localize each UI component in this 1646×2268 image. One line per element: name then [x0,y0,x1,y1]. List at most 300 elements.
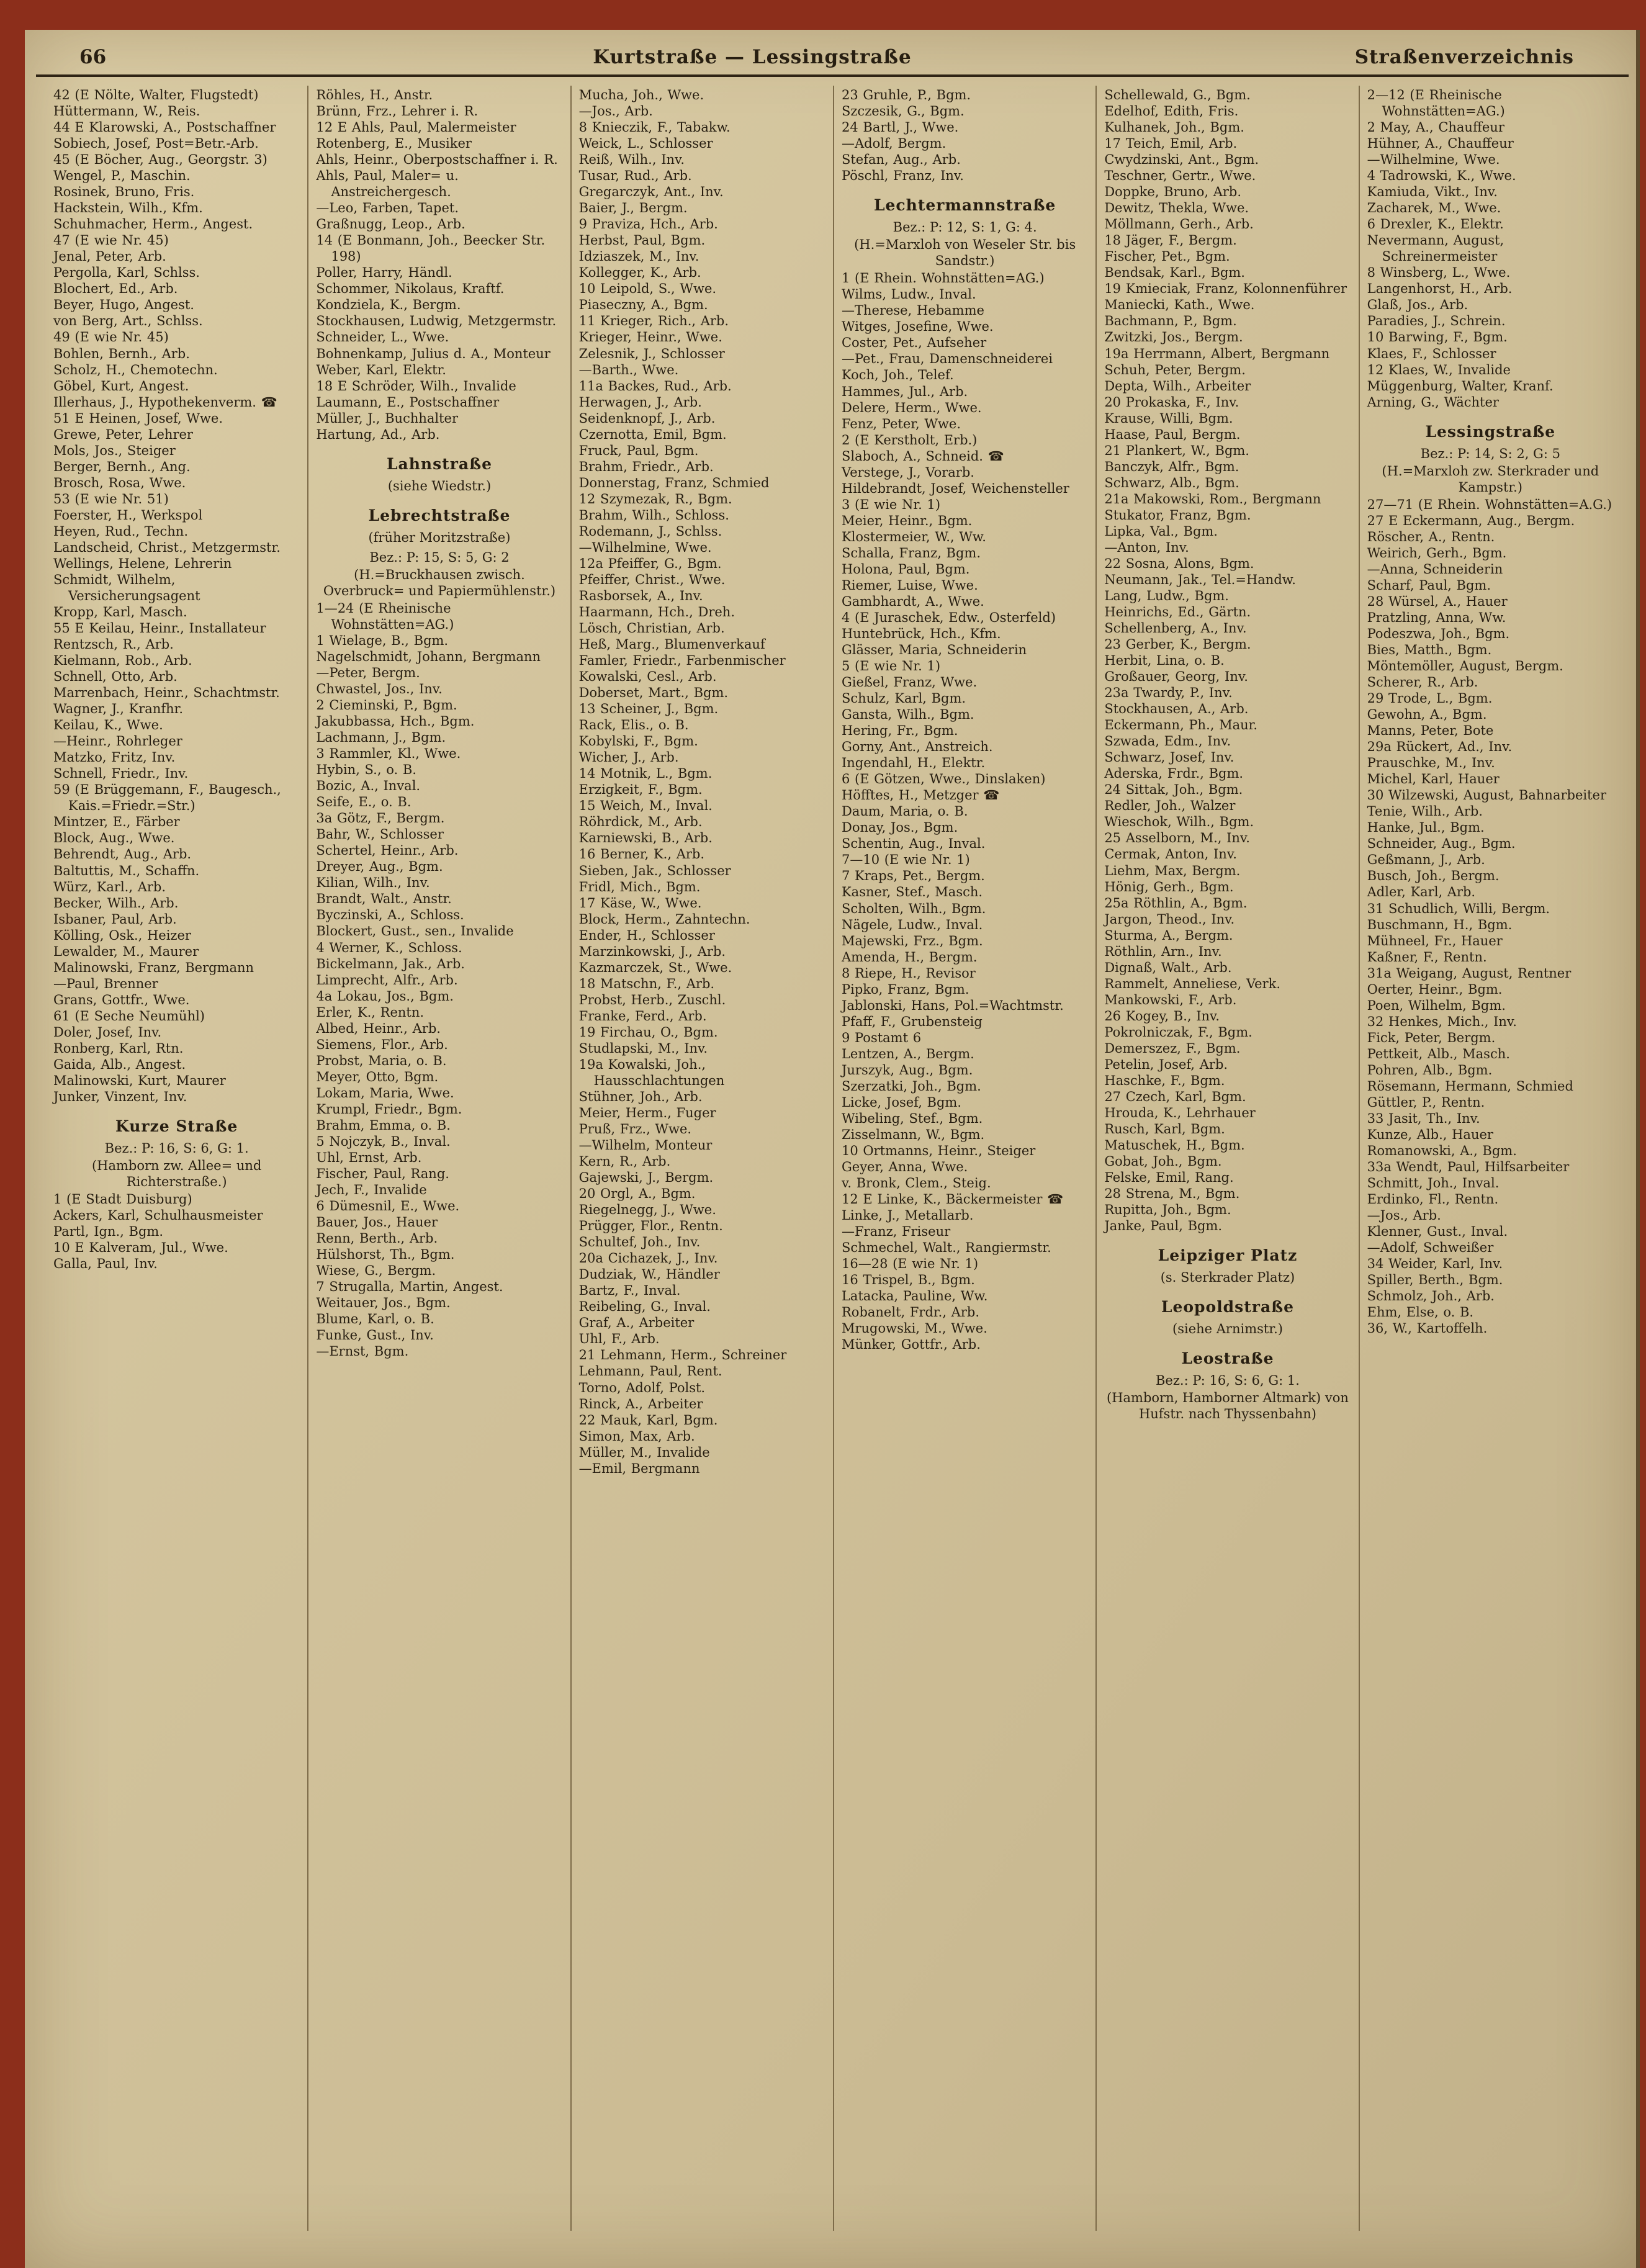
directory-entry: Scholz, H., Chemotechn. [53,362,218,377]
directory-entry: Pettkeit, Alb., Masch. [1367,1046,1510,1061]
directory-entry: 30 Wilzewski, August, Bahnarbeiter [1367,788,1606,803]
directory-entry: Schuh, Peter, Bergm. [1104,362,1246,377]
directory-entry: Szczesik, G., Bgm. [841,104,965,119]
street-heading: Leostraße [1181,1349,1274,1368]
directory-entry: 23a Twardy, P., Inv. [1104,685,1233,701]
directory-entry: 17 Teich, Emil, Arb. [1104,136,1238,151]
directory-entry: Brosch, Rosa, Wwe. [53,475,186,490]
directory-entry: Kaßner, F., Rentn. [1367,949,1487,965]
page-title: Kurtstraße — Lessingstraße [593,46,912,68]
directory-entry: 10 Ortmanns, Heinr., Steiger [841,1143,1036,1158]
directory-entry: Wagner, J., Kranfhr. [53,701,184,717]
street-heading: Leipziger Platz [1158,1246,1298,1265]
directory-entry: Graf, A., Arbeiter [578,1315,695,1331]
directory-entry: 7—10 (E wie Nr. 1) [841,852,970,868]
directory-entry: Simon, Max, Arb. [578,1428,695,1444]
directory-entry: Weber, Karl, Elektr. [316,362,446,377]
directory-entry: Renn, Berth., Arb. [316,1231,438,1246]
directory-entry: 7 Strugalla, Martin, Angest. [316,1279,503,1295]
directory-entry: Wilms, Ludw., Inval. [841,287,976,302]
directory-entry: Berger, Bernh., Ang. [53,459,191,474]
directory-entry: Weick, L., Schlosser [578,136,713,151]
directory-entry: Kern, R., Arb. [578,1154,671,1169]
directory-entry: Müggenburg, Walter, Kranf. [1367,378,1554,394]
directory-entry: 20 Orgl, A., Bgm. [578,1186,696,1202]
directory-entry: Pokrolniczak, F., Bgm. [1104,1024,1252,1040]
directory-entry: 2—12 (E Rheinische Wohnstätten=AG.) [1367,88,1505,119]
directory-entry: 18 Matschn, F., Arb. [578,976,715,991]
directory-entry: Linke, J., Metallarb. [841,1208,974,1223]
directory-entry: Dignaß, Walt., Arb. [1104,960,1232,975]
directory-entry: 29a Rückert, Ad., Inv. [1367,739,1513,755]
directory-entry: Hanke, Jul., Bgm. [1367,820,1485,835]
directory-entry: Gobat, Joh., Bgm. [1104,1154,1222,1169]
directory-entry: Lachmann, J., Bgm. [316,730,446,745]
directory-entry: Lentzen, A., Bergm. [841,1046,974,1061]
directory-entry: Fischer, Paul, Rang. [316,1166,449,1181]
directory-entry: Herbit, Lina, o. B. [1104,653,1225,668]
directory-entry: Geyer, Anna, Wwe. [841,1159,968,1174]
directory-entry: Majewski, Frz., Bgm. [841,933,983,948]
directory-entry: Hülshorst, Th., Bgm. [316,1247,455,1262]
directory-entry: Schnell, Otto, Arb. [53,669,178,685]
district-info: (H.=Marxloh zw. Sterkrader und Kampstr.) [1382,463,1599,495]
directory-entry: Scherer, R., Arb. [1367,675,1478,690]
street-heading: Lebrechtstraße [368,506,511,524]
directory-entry: Bies, Matth., Bgm. [1367,642,1492,657]
directory-entry: Szwada, Edm., Inv. [1104,734,1231,749]
district-info: (Hamborn, Hamborner Altmark) von Hufstr. nach Thyssenbahn) [1107,1390,1349,1422]
directory-entry: Cermak, Anton, Inv. [1104,847,1237,862]
directory-entry: Schommer, Nikolaus, Kraftf. [316,281,505,297]
directory-entry: Zelesnik, J., Schlosser [578,346,725,361]
street-heading: Leopoldstraße [1161,1298,1295,1316]
directory-entry: Slaboch, A., Schneid. ☎ [841,448,1004,464]
directory-entry: Möntemöller, August, Bergm. [1367,659,1563,674]
directory-entry: Hartung, Ad., Arb. [316,426,440,442]
directory-entry: 16—28 (E wie Nr. 1) [841,1256,979,1272]
directory-entry: Hüttermann, W., Reis. [53,104,200,119]
directory-entry: Scholten, Wilh., Bgm. [841,901,986,916]
directory-entry: Reibeling, G., Inval. [578,1299,711,1315]
directory-entry: Michel, Karl, Hauer [1367,772,1500,787]
directory-entry: Nägele, Ludw., Inval. [841,917,983,932]
directory-entry: Aderska, Frdr., Bgm. [1104,766,1244,781]
directory-entry: Jakubbassa, Hch., Bgm. [316,714,475,729]
directory-entry: Baier, J., Bergm. [578,200,688,216]
directory-entry: Haase, Paul, Bergm. [1104,426,1241,442]
directory-entry: Gaida, Alb., Angest. [53,1056,186,1072]
directory-entry: 49 (E wie Nr. 45) [53,330,169,345]
directory-entry: Schneider, L., Wwe. [316,330,449,345]
directory-entry: Torno, Adolf, Polst. [578,1380,706,1395]
directory-entry: Gajewski, J., Bergm. [578,1170,714,1186]
directory-entry: 34 Weider, Karl, Inv. [1367,1256,1503,1272]
directory-entry: Sieben, Jak., Schlosser [578,863,731,878]
directory-entry: —Paul, Brenner [53,976,158,991]
directory-entry: 22 Mauk, Karl, Bgm. [578,1412,718,1428]
directory-entry: 1 Wielage, B., Bgm. [316,632,449,648]
directory-entry: Würz, Karl., Arb. [53,879,166,894]
directory-entry: Heinrichs, Ed., Gärtn. [1104,605,1251,619]
directory-entry: Kunze, Alb., Hauer [1367,1127,1493,1142]
directory-entry: Ackers, Karl, Schulhausmeister [53,1208,263,1223]
directory-entry: Kobylski, F., Bgm. [578,734,698,749]
directory-entry: 19 Kmieciak, Franz, Kolonnenführer [1104,281,1347,297]
directory-entry: Galla, Paul, Inv. [53,1256,158,1272]
directory-entry: Bartz, F., Inval. [578,1283,681,1298]
directory-entry: Kölling, Osk., Heizer [53,927,191,943]
directory-entry: Erdinko, Fl., Rentn. [1367,1192,1499,1207]
directory-entry: Seidenknopf, J., Arb. [578,410,716,426]
directory-entry: —Heinr., Rohrleger [53,734,182,749]
directory-entry: Neumann, Jak., Tel.=Handw. [1104,572,1296,587]
directory-entry: 10 Barwing, F., Bgm. [1367,330,1508,345]
directory-entry: 22 Sosna, Alons, Bgm. [1104,556,1254,571]
directory-entry: Kondziela, K., Bergm. [316,297,461,313]
street-heading: Lechtermannstraße [873,196,1056,215]
directory-entry: Siemens, Flor., Arb. [316,1037,448,1052]
directory-entry: 4a Lokau, Jos., Bgm. [316,988,454,1004]
street-heading: Lessingstraße [1425,422,1556,441]
directory-entry: Lehmann, Paul, Rent. [578,1364,722,1379]
directory-entry: Tenie, Wilh., Arb. [1367,804,1483,819]
directory-entry: Haarmann, Hch., Dreh. [578,605,735,619]
directory-entry: Paradies, J., Schrein. [1367,313,1506,329]
directory-entry: Maniecki, Kath., Wwe. [1104,297,1255,313]
directory-entry: Prauschke, M., Inv. [1367,755,1495,771]
directory-entry: Wicher, J., Arb. [578,750,679,765]
directory-entry: 6 Drexler, K., Elektr. [1367,217,1504,232]
directory-entry: Schultef, Joh., Inv. [578,1235,701,1250]
directory-entry: Meier, Heinr., Bgm. [841,513,973,528]
directory-entry: Coster, Pet., Aufseher [841,335,987,351]
directory-entry: Kilian, Wilh., Inv. [316,875,430,891]
directory-entry: Witges, Josefine, Wwe. [841,319,994,335]
directory-entry: Sobiech, Josef, Post=Betr.-Arb. [53,136,259,151]
directory-entry: 2 (E Kerstholt, Erb.) [841,432,978,448]
directory-entry: Langenhorst, H., Arb. [1367,281,1513,297]
directory-entry: Redler, Joh., Walzer [1104,798,1236,814]
directory-entry: Edelhof, Edith, Fris. [1104,104,1239,119]
directory-entry: Brahm, Emma, o. B. [316,1117,451,1133]
directory-entry: Landscheid, Christ., Metzgermstr. [53,539,281,555]
directory-entry: Busch, Joh., Bergm. [1367,868,1500,884]
directory-entry: 6 (E Götzen, Wwe., Dinslaken) [841,772,1046,787]
directory-entry: 7 Kraps, Pet., Bergm. [841,868,985,884]
directory-entry: Malinowski, Kurt, Maurer [53,1073,226,1088]
directory-entry: Ahls, Paul, Maler= u. Anstreichergesch. [316,168,459,200]
directory-entry: Block, Aug., Wwe. [53,830,175,846]
directory-entry: 20a Cichazek, J., Inv. [578,1251,718,1266]
directory-entry: Fridl, Mich., Bgm. [578,879,701,894]
directory-entry: 1 (E Rhein. Wohnstätten=AG.) [841,271,1045,286]
directory-entry: 44 E Klarowski, A., Postschaffner [53,120,276,135]
directory-entry: Kropp, Karl, Masch. [53,605,187,619]
directory-entry: von Berg, Art., Schlss. [53,313,203,329]
directory-entry: Poen, Wilhelm, Bgm. [1367,997,1506,1013]
directory-entry: Beyer, Hugo, Angest. [53,297,194,313]
directory-entry: Rodemann, J., Schlss. [578,523,722,539]
directory-column-6 [1360,86,1621,2231]
directory-entry: 11a Backes, Rud., Arb. [578,378,732,394]
directory-entry: Lang, Ludw., Bgm. [1104,588,1229,603]
directory-entry: Doler, Josef, Inv. [53,1024,162,1040]
directory-entry: Lokam, Maria, Wwe. [316,1085,454,1100]
directory-entry: Pruß, Frz., Wwe. [578,1122,692,1136]
directory-entry: Göbel, Kurt, Angest. [53,378,189,394]
directory-entry: Rasborsek, A., Inv. [578,588,703,603]
directory-entry: Blockert, Gust., sen., Invalide [316,924,514,939]
directory-entry: 19a Kowalski, Joh., Hausschlachtungen [578,1056,725,1088]
directory-entry: Probst, Herb., Zuschl. [578,992,726,1007]
directory-entry: Erler, K., Rentn. [316,1004,425,1020]
directory-entry: —Therese, Hebamme [841,303,984,318]
directory-entry: Kasner, Stef., Masch. [841,884,983,900]
directory-entry: Grans, Gottfr., Wwe. [53,992,190,1007]
directory-entry: Ronberg, Karl, Rtn. [53,1040,184,1056]
directory-entry: 5 Nojczyk, B., Inval. [316,1133,451,1149]
directory-entry: Byczinski, A., Schloss. [316,907,464,923]
directory-entry: Rosinek, Bruno, Fris. [53,184,195,200]
directory-entry: —Franz, Friseur [841,1224,951,1240]
directory-entry: 4 Werner, K., Schloss. [316,940,462,955]
directory-entry: Keilau, K., Wwe. [53,718,163,733]
cross-reference-note: (siehe Arnimstr.) [1172,1321,1283,1337]
directory-entry: 32 Henkes, Mich., Inv. [1367,1014,1517,1029]
directory-entry: 21 Lehmann, Herm., Schreiner [578,1348,787,1363]
directory-entry: 5 (E wie Nr. 1) [841,659,941,674]
directory-entry: Licke, Josef, Bgm. [841,1094,962,1110]
directory-entry: Albed, Heinr., Arb. [316,1020,441,1036]
directory-entry: 31 Schudlich, Willi, Bergm. [1367,901,1550,916]
directory-entry: Isbaner, Paul, Arb. [53,911,177,927]
directory-entry: Ahls, Heinr., Oberpostschaffner i. R. [316,152,558,168]
directory-entry: Zwitzki, Jos., Bergm. [1104,330,1243,345]
directory-entry: 6 Dümesnil, E., Wwe. [316,1199,460,1213]
directory-entry: Schnell, Friedr., Inv. [53,766,189,781]
directory-entry: 27—71 (E Rhein. Wohnstätten=A.G.) [1367,497,1612,512]
directory-entry: —Pet., Frau, Damenschneiderei [841,351,1053,367]
directory-entry: Schmidt, Wilhelm, Versicherungsagent [53,572,200,603]
directory-entry: Wibeling, Stef., Bgm. [841,1110,983,1126]
directory-entry: Gorny, Ant., Anstreich. [841,739,993,755]
directory-entry: 36, W., Kartoffelh. [1367,1321,1488,1336]
directory-entry: Donay, Jos., Bgm. [841,820,958,835]
directory-entry: Idziaszek, M., Inv. [578,249,699,264]
directory-entry: Röthlin, Arn., Inv. [1104,943,1222,959]
section-label: Straßenverzeichnis [1354,46,1574,68]
directory-entry: Chwastel, Jos., Inv. [316,682,443,696]
directory-entry: Rotenberg, E., Musiker [316,136,472,151]
directory-entry: 20 Prokaska, F., Inv. [1104,394,1239,410]
directory-entry: Rack, Elis., o. B. [578,718,689,733]
directory-entry: —Adolf, Bergm. [841,136,947,151]
directory-entry: Koch, Joh., Telef. [841,367,954,383]
directory-entry: Lösch, Christian, Arb. [578,621,725,636]
directory-entry: Güttler, P., Rentn. [1367,1094,1485,1110]
directory-entry: 15 Weich, M., Inval. [578,798,713,814]
directory-entry: Wellings, Helene, Lehrerin [53,556,232,571]
directory-entry: Klaes, F., Schlosser [1367,346,1496,361]
directory-entry: 16 Trispel, B., Bgm. [841,1272,975,1288]
directory-entry: Daum, Maria, o. B. [841,804,968,819]
directory-entry: Uhl, F., Arb. [578,1331,660,1347]
directory-entry: 1—24 (E Rheinische Wohnstätten=AG.) [316,600,454,632]
directory-entry: 21 Plankert, W., Bgm. [1104,443,1249,458]
directory-entry: Mols, Jos., Steiger [53,443,176,458]
directory-entry: Kollegger, K., Arb. [578,265,701,281]
cross-reference-note: (s. Sterkrader Platz) [1160,1270,1295,1285]
directory-entry: 2 Cieminski, P., Bgm. [316,698,457,713]
directory-entry: Illerhaus, J., Hypothekenverm. ☎ [53,394,277,410]
directory-entry: 9 Praviza, Hch., Arb. [578,217,718,232]
directory-entry: 19a Herrmann, Albert, Bergmann [1104,346,1330,361]
page-number: 66 [79,46,107,68]
directory-entry: Piaseczny, A., Bgm. [578,297,708,313]
directory-entry: Oerter, Heinr., Bgm. [1367,981,1503,997]
directory-entry: —Wilhelmine, Wwe. [578,539,712,555]
directory-entry: —Wilhelm, Monteur [578,1138,713,1153]
directory-entry: 27 E Eckermann, Aug., Bergm. [1367,513,1575,528]
directory-entry: 2 May, A., Chauffeur [1367,120,1504,135]
directory-entry: Röhles, H., Anstr. [316,88,433,102]
directory-entry: Röscher, A., Rentn. [1367,529,1495,544]
directory-entry: Hybin, S., o. B. [316,762,416,778]
directory-entry: Schuhmacher, Herm., Angest. [53,217,253,232]
directory-entry: Lewalder, M., Maurer [53,943,199,959]
directory-entry: 59 (E Brüggemann, F., Baugesch., Kais.=Friedr.=Str.) [53,782,281,814]
directory-entry: Stockhausen, Ludwig, Metzgermstr. [316,313,557,329]
directory-entry: Gregarczyk, Ant., Inv. [578,184,724,200]
directory-entry: Brünn, Frz., Lehrer i. R. [316,104,479,119]
directory-entry: Mucha, Joh., Wwe. [578,88,704,102]
directory-entry: Manns, Peter, Bote [1367,723,1494,739]
directory-entry: Kowalski, Cesl., Arb. [578,669,717,685]
directory-entry: Wieschok, Wilh., Bgm. [1104,814,1254,830]
directory-entry: Famler, Friedr., Farbenmischer [578,653,786,668]
directory-entry: Krieger, Heinr., Wwe. [578,330,722,345]
directory-entry: —Jos., Arb. [578,104,653,119]
directory-entry: 1 (E Stadt Duisburg) [53,1192,192,1207]
directory-entry: Doberset, Mart., Bgm. [578,685,729,701]
directory-entry: Mankowski, F., Arb. [1104,992,1237,1007]
district-info: Bez.: P: 16, S: 6, G: 1. [1155,1373,1300,1388]
directory-entry: 27 Czech, Karl, Bgm. [1104,1089,1246,1104]
directory-entry: Jargon, Theod., Inv. [1104,911,1235,927]
directory-entry: Foerster, H., Werkspol [53,507,203,523]
directory-entry: Kamiuda, Vikt., Inv. [1367,184,1498,200]
directory-entry: Jurszyk, Aug., Bgm. [841,1062,973,1078]
directory-column-3 [572,86,834,2231]
directory-entry: 8 Winsberg, L., Wwe. [1367,265,1511,281]
directory-entry: Pipko, Franz, Bgm. [841,981,969,997]
directory-entry: Rammelt, Anneliese, Verk. [1104,976,1281,991]
directory-entry: 55 E Keilau, Heinr., Installateur [53,621,266,636]
directory-entry: Rentzsch, R., Arb. [53,637,174,652]
directory-entry: Baltuttis, M., Schaffn. [53,863,200,878]
directory-entry: Tusar, Rud., Arb. [578,168,692,184]
directory-entry: Heß, Marg., Blumenverkauf [578,637,765,652]
district-info: Bez.: P: 14, S: 2, G: 5 [1420,446,1560,461]
directory-entry: Kulhanek, Joh., Bgm. [1104,120,1244,135]
directory-entry: Schmitt, Joh., Inval. [1367,1176,1500,1191]
directory-entry: Eckermann, Ph., Maur. [1104,718,1258,733]
directory-entry: Fischer, Pet., Bgm. [1104,249,1230,264]
directory-entry: 53 (E wie Nr. 51) [53,491,169,506]
directory-entry: Klenner, Gust., Inval. [1367,1224,1508,1240]
directory-entry: 12 E Ahls, Paul, Malermeister [316,120,516,135]
directory-entry: Podeszwa, Joh., Bgm. [1367,626,1510,641]
directory-entry: Stukator, Franz, Bgm. [1104,507,1251,523]
directory-entry: Brahm, Wilh., Schloss. [578,507,729,523]
directory-entry: 3 (E wie Nr. 1) [841,497,941,512]
district-info: Bez.: P: 15, S: 5, G: 2 [369,549,510,565]
directory-entry: Arning, G., Wächter [1367,394,1499,410]
directory-entry: Schmolz, Joh., Arb. [1367,1289,1495,1304]
directory-entry: Erzigkeit, F., Bgm. [578,782,703,798]
directory-entry: Herbst, Paul, Bgm. [578,233,706,248]
directory-entry: Laumann, E., Postschaffner [316,394,500,410]
cross-reference-note: (siehe Wiedstr.) [387,478,492,493]
directory-entry: Demerszez, F., Bgm. [1104,1040,1241,1056]
directory-entry: 25a Röthlin, A., Bgm. [1104,895,1248,911]
district-info: Bez.: P: 16, S: 6, G: 1. [104,1140,249,1156]
directory-entry: Reiß, Wilh., Inv. [578,152,685,168]
directory-entry: v. Bronk, Clem., Steig. [841,1176,991,1191]
street-heading: Kurze Straße [115,1117,238,1135]
directory-entry: 3a Götz, F., Bergm. [316,811,445,826]
directory-entry: Seife, E., o. B. [316,794,412,810]
directory-entry: Pohren, Alb., Bgm. [1367,1062,1493,1078]
directory-column-1 [46,86,308,2231]
page-paper [25,30,1640,2268]
directory-entry: Bendsak, Karl., Bgm. [1104,265,1245,281]
directory-entry: 4 (E Juraschek, Edw., Osterfeld) [841,610,1056,625]
directory-entry: Pergolla, Karl, Schlss. [53,265,200,281]
directory-entry: Behrendt, Aug., Arb. [53,847,192,862]
directory-entry: Riemer, Luise, Wwe. [841,577,978,593]
directory-entry: Herwagen, J., Arb. [578,394,702,410]
directory-entry: —Adolf, Schweißer [1367,1240,1494,1256]
directory-entry: 9 Postamt 6 [841,1030,922,1045]
directory-entry: 51 E Heinen, Josef, Wwe. [53,410,223,426]
directory-entry: Blume, Karl, o. B. [316,1312,434,1327]
directory-entry: Müller, M., Invalide [578,1444,710,1460]
directory-entry: Klostermeier, W., Ww. [841,529,986,544]
directory-entry: Marrenbach, Heinr., Schachtmstr. [53,685,280,701]
directory-entry: Zacharek, M., Wwe. [1367,200,1501,216]
directory-entry: Fruck, Paul, Bgm. [578,443,699,458]
directory-entry: Gambhardt, A., Wwe. [841,593,984,609]
directory-entry: 10 Leipold, S., Wwe. [578,281,717,297]
directory-entry: Ingendahl, H., Elektr. [841,755,986,771]
directory-entry: Glässer, Maria, Schneiderin [841,642,1027,657]
directory-entry: 26 Kogey, B., Inv. [1104,1008,1220,1024]
directory-entry: Rinck, A., Arbeiter [578,1396,703,1411]
directory-column-5 [1097,86,1359,2231]
directory-entry: Stockhausen, A., Arb. [1104,701,1249,717]
directory-entry: Holona, Paul, Bgm. [841,561,970,577]
directory-entry: 28 Würsel, A., Hauer [1367,593,1508,609]
directory-entry: Nevermann, August, Schreinermeister [1367,233,1504,264]
directory-entry: Amenda, H., Bergm. [841,949,978,965]
directory-entry: Münker, Gottfr., Arb. [841,1337,981,1352]
directory-entry: Schwarz, Josef, Inv. [1104,750,1234,765]
directory-entry: Bickelmann, Jak., Arb. [316,956,465,971]
directory-entry: Petelin, Josef, Arb. [1104,1056,1228,1072]
directory-entry: 29 Trode, L., Bgm. [1367,691,1493,706]
